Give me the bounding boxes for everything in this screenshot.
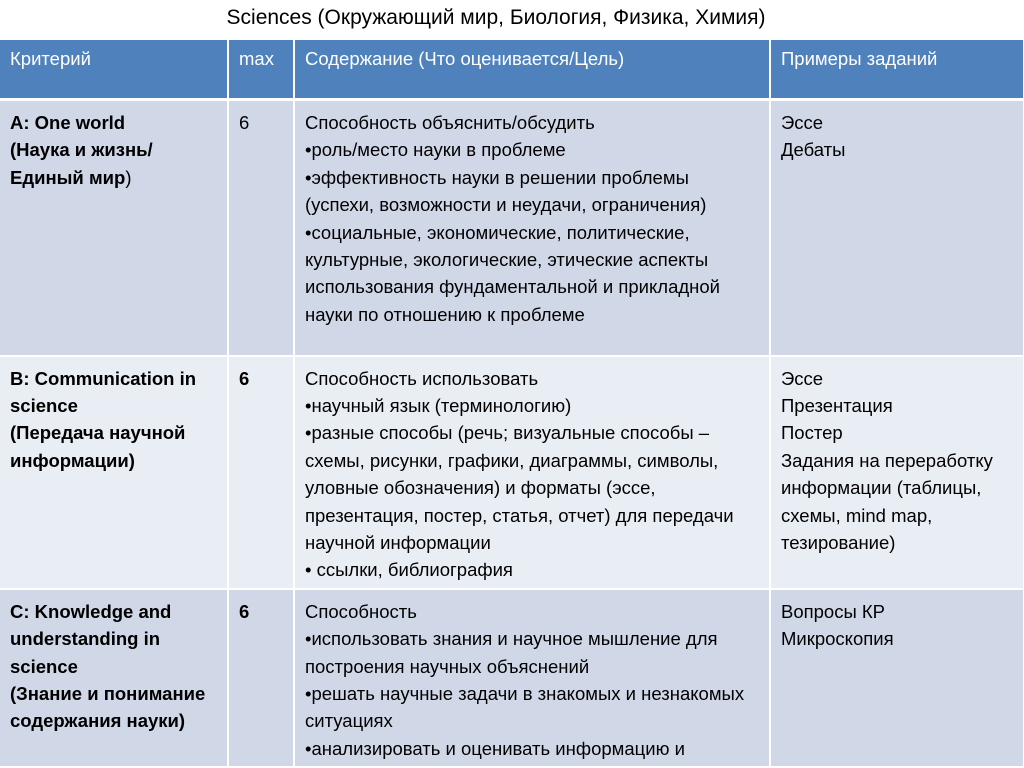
criterion-line: (Знание и понимание содержания науки) bbox=[10, 682, 206, 732]
example-item: Эссе bbox=[781, 112, 824, 133]
example-item: Дебаты bbox=[781, 139, 846, 161]
header-max: max bbox=[228, 40, 294, 100]
criterion-line: (Наука и жизнь/ bbox=[10, 139, 153, 161]
header-content: Содержание (Что оценивается/Цель) bbox=[294, 40, 770, 100]
criterion-cell bbox=[0, 100, 228, 356]
example-item: Презентация bbox=[781, 394, 893, 416]
content-line: •разные способы (речь; визуальные способы – схемы, рисунки, графики, диаграммы, символы, уловные обозначения) и форматы (эссе, презентация, постер, статья, отчет) для передачи научной информации bbox=[305, 422, 734, 553]
criterion-line: C: Knowledge and understanding in science bbox=[10, 600, 172, 677]
criterion-line: (Передача научной информации) bbox=[10, 422, 186, 471]
criterion-cell bbox=[0, 589, 228, 767]
content-cell bbox=[294, 589, 770, 767]
content-line: • ссылки, библиография bbox=[305, 559, 513, 581]
examples-cell bbox=[770, 100, 1024, 356]
max-cell: 6 bbox=[228, 356, 294, 589]
criteria-table bbox=[0, 40, 1024, 768]
criterion-line: B: Communication in science bbox=[10, 367, 197, 416]
table-row-c bbox=[0, 589, 1024, 767]
content-line: •решать научные задачи в знакомых и незнакомых ситуациях bbox=[305, 682, 745, 732]
content-cell bbox=[294, 100, 770, 356]
max-cell: 6 bbox=[228, 589, 294, 767]
table-header-row bbox=[0, 40, 1024, 100]
criterion-line: Единый мир bbox=[10, 166, 126, 188]
examples-cell bbox=[770, 356, 1024, 589]
header-criterion: Критерий bbox=[0, 40, 228, 100]
table-row-b bbox=[0, 356, 1024, 589]
content-line: •социальные, экономические, политические, культурные, экологические, этические аспекты использования фундаментальной и прикладной науки по отношению к проблеме bbox=[305, 221, 720, 325]
content-line: •роль/место науки в проблеме bbox=[305, 139, 566, 161]
content-line: Способность bbox=[305, 600, 417, 622]
example-item: Микроскопия bbox=[781, 628, 894, 650]
max-cell: 6 bbox=[228, 100, 294, 356]
example-item: Вопросы КР bbox=[781, 600, 886, 622]
content-line: •научный язык (терминологию) bbox=[305, 394, 572, 416]
examples-cell bbox=[770, 589, 1024, 767]
criterion-line: A: One world bbox=[10, 112, 126, 133]
content-line: Способность объяснить/обсудить bbox=[305, 112, 595, 133]
content-line: •эффективность науки в решении проблемы (успехи, возможности и неудачи, ограничения) bbox=[305, 166, 707, 216]
table-row-a bbox=[0, 100, 1024, 356]
header-examples: Примеры заданий bbox=[770, 40, 1024, 100]
criterion-cell bbox=[0, 356, 228, 589]
content-line: Способность использовать bbox=[305, 367, 539, 389]
content-line: •анализировать и оценивать информацию и bbox=[305, 737, 685, 759]
content-cell bbox=[294, 356, 770, 589]
example-item: Постер bbox=[781, 422, 843, 444]
slide-title: Sciences (Окружающий мир, Биология, Физика, Химия) bbox=[226, 6, 766, 29]
example-item: Эссе bbox=[781, 367, 824, 389]
content-line: •использовать знания и научное мышление для построения научных объяснений bbox=[305, 628, 718, 677]
example-item: Задания на переработку информации (таблицы, схемы, mind map, тезирование) bbox=[781, 449, 993, 553]
criterion-tail: ) bbox=[125, 166, 132, 188]
